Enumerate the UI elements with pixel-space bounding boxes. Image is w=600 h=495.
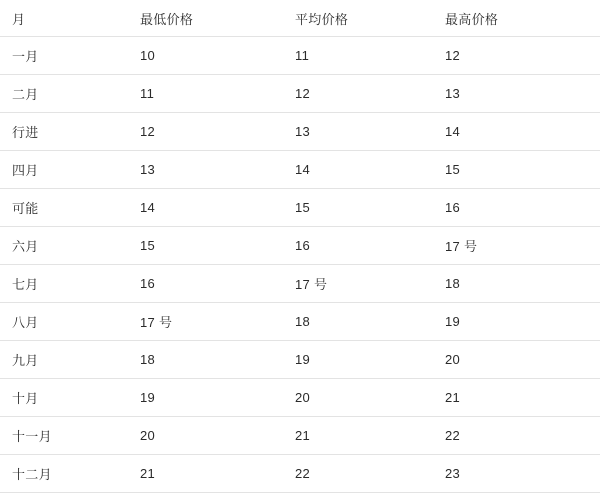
cell-month: 二月: [0, 75, 128, 113]
cell-avg-price: 18: [283, 303, 433, 341]
cell-month: 九月: [0, 341, 128, 379]
table-row: [0, 227, 600, 265]
cell-min-price: 17 号: [128, 303, 283, 341]
cell-max-price: 19: [433, 303, 600, 341]
cell-month: 十一月: [0, 417, 128, 455]
cell-min-price: 15: [128, 227, 283, 265]
table-row: [0, 265, 600, 303]
cell-min-price: 20: [128, 417, 283, 455]
cell-min-price: 11: [128, 75, 283, 113]
column-header-month: 月: [0, 0, 128, 37]
cell-avg-price: 14: [283, 151, 433, 189]
cell-month: 十二月: [0, 455, 128, 493]
cell-max-price: 12: [433, 37, 600, 75]
cell-min-price: 21: [128, 455, 283, 493]
cell-avg-price: 20: [283, 379, 433, 417]
table-body: [0, 37, 600, 493]
cell-month: 十月: [0, 379, 128, 417]
cell-min-price: 13: [128, 151, 283, 189]
cell-max-price: 20: [433, 341, 600, 379]
cell-max-price: 17 号: [433, 227, 600, 265]
table-row: [0, 189, 600, 227]
table-row: [0, 379, 600, 417]
column-header-avg-price: 平均价格: [283, 0, 433, 37]
cell-min-price: 14: [128, 189, 283, 227]
cell-avg-price: 11: [283, 37, 433, 75]
cell-avg-price: 12: [283, 75, 433, 113]
cell-month: 行进: [0, 113, 128, 151]
cell-max-price: 16: [433, 189, 600, 227]
table-row: [0, 151, 600, 189]
cell-max-price: 22: [433, 417, 600, 455]
table-row: [0, 455, 600, 493]
cell-min-price: 16: [128, 265, 283, 303]
cell-month: 七月: [0, 265, 128, 303]
table-row: [0, 37, 600, 75]
cell-month: 六月: [0, 227, 128, 265]
cell-avg-price: 16: [283, 227, 433, 265]
cell-max-price: 18: [433, 265, 600, 303]
column-header-min-price: 最低价格: [128, 0, 283, 37]
cell-min-price: 18: [128, 341, 283, 379]
table-header-row: [0, 0, 600, 37]
cell-max-price: 14: [433, 113, 600, 151]
cell-max-price: 23: [433, 455, 600, 493]
cell-avg-price: 19: [283, 341, 433, 379]
cell-min-price: 10: [128, 37, 283, 75]
table-row: [0, 303, 600, 341]
cell-month: 一月: [0, 37, 128, 75]
table-row: [0, 341, 600, 379]
cell-avg-price: 21: [283, 417, 433, 455]
cell-avg-price: 17 号: [283, 265, 433, 303]
table-row: [0, 113, 600, 151]
cell-avg-price: 13: [283, 113, 433, 151]
cell-avg-price: 22: [283, 455, 433, 493]
cell-avg-price: 15: [283, 189, 433, 227]
column-header-max-price: 最高价格: [433, 0, 600, 37]
cell-max-price: 13: [433, 75, 600, 113]
cell-month: 四月: [0, 151, 128, 189]
table-row: [0, 417, 600, 455]
cell-min-price: 19: [128, 379, 283, 417]
cell-month: 可能: [0, 189, 128, 227]
table-row: [0, 75, 600, 113]
cell-max-price: 15: [433, 151, 600, 189]
cell-max-price: 21: [433, 379, 600, 417]
cell-min-price: 12: [128, 113, 283, 151]
cell-month: 八月: [0, 303, 128, 341]
table-header: [0, 0, 600, 37]
